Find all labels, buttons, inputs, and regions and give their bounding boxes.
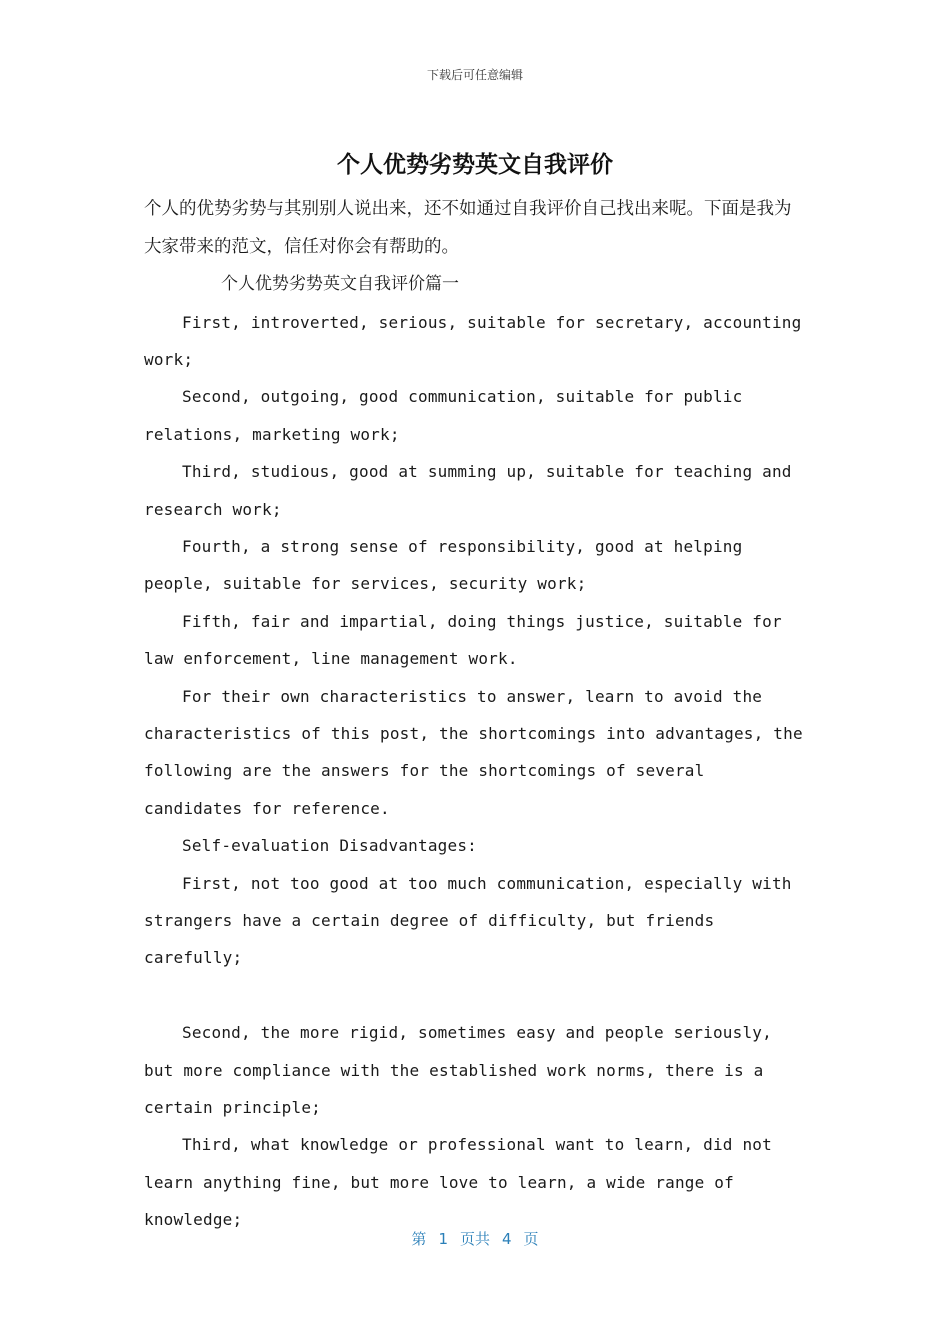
paragraph: First, not too good at too much communication, especially with strangers have a certain degree of difficulty, but friends carefully; bbox=[144, 873, 792, 968]
current-page-number: 1 bbox=[438, 1230, 448, 1248]
document-title: 个人优势劣势英文自我评价 bbox=[337, 152, 613, 178]
paragraph: Second, outgoing, good communication, suitable for public relations, marketing work; bbox=[144, 387, 743, 444]
paragraph: Third, studious, good at summing up, suitable for teaching and research work; bbox=[144, 462, 792, 519]
paragraph: For their own characteristics to answer, learn to avoid the characteristics of this post, the shortcomings into advantages, the following are the answers for the shortcomings of several candidates for reference. bbox=[144, 686, 803, 818]
blank-line bbox=[144, 977, 808, 1014]
section-heading: 个人优势劣势英文自我评价篇一 bbox=[221, 274, 459, 294]
page-footer bbox=[0, 1228, 950, 1249]
paragraph: First, introverted, serious, suitable for secretary, accounting work; bbox=[144, 312, 802, 369]
page-label-suffix: 页 bbox=[523, 1230, 539, 1248]
page-label-mid: 页共 bbox=[459, 1230, 490, 1248]
header-note: 下载后可任意编辑 bbox=[426, 68, 523, 82]
paragraph: Second, the more rigid, sometimes easy and people seriously, but more compliance with the established work norms, there is a certain principle; bbox=[144, 1023, 772, 1118]
document-body bbox=[144, 191, 808, 1239]
paragraph: Fifth, fair and impartial, doing things justice, suitable for law enforcement, line management work. bbox=[144, 611, 782, 669]
paragraph: Fourth, a strong sense of responsibility, good at helping people, suitable for services, security work; bbox=[144, 536, 743, 594]
paragraph: Third, what knowledge or professional want to learn, did not learn anything fine, but more love to learn, a wide range of knowledge; bbox=[144, 1135, 772, 1230]
total-pages-number: 4 bbox=[502, 1230, 512, 1248]
intro-paragraph: 个人的优势劣势与其别别人说出来，还不如通过自我评价自己找出来呢。下面是我为大家带来的范文，信任对你会有帮助的。 bbox=[144, 199, 792, 257]
paragraph: Self-evaluation Disadvantages: bbox=[182, 836, 477, 856]
page-label-prefix: 第 bbox=[411, 1230, 427, 1248]
